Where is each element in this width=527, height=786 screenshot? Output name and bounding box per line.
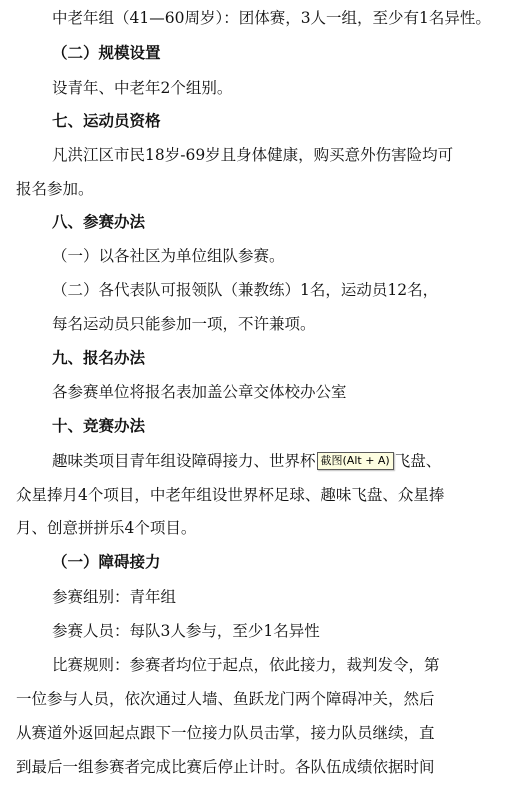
text-line: 设青年、中老年2个组别。 (52, 79, 233, 97)
text-line: 报名参加。 (16, 180, 94, 198)
section-heading: 十、竞赛办法 (52, 417, 146, 435)
text-line: 从赛道外返回起点跟下一位接力队员击掌，接力队员继续，直 (16, 724, 435, 742)
text-line: 比赛规则：参赛者均位于起点，依此接力，裁判发令，第 (52, 656, 440, 674)
text-line: 中老年组（41—60周岁）：团体赛，3人一组，至少有1名异性。 (52, 9, 491, 27)
text-line: 凡洪江区市民18岁-69岁且身体健康，购买意外伤害险均可 (52, 146, 454, 164)
section-heading: 八、参赛办法 (52, 213, 146, 231)
text-line: 月、创意拼拼乐4个项目。 (16, 519, 197, 537)
text-line: 到最后一组参赛者完成比赛后停止计时。各队伍成绩依据时间 (16, 758, 435, 776)
section-heading: 七、运动员资格 (52, 112, 161, 130)
text-line: 每名运动员只能参加一项，不许兼项。 (52, 315, 316, 333)
text-line: 参赛组别：青年组 (52, 588, 177, 606)
text-segment: 趣味类项目青年组设障碍接力、世界杯 (52, 452, 316, 470)
screenshot-tooltip: 截图(Alt + A) (317, 452, 394, 470)
text-line: 众星捧月4个项目，中老年组设世界杯足球、趣味飞盘、众星捧 (16, 486, 445, 504)
text-line (52, 451, 441, 471)
section-heading: （二）规模设置 (52, 44, 161, 62)
section-heading: （一）障碍接力 (52, 553, 161, 571)
text-line: 各参赛单位将报名表加盖公章交体校办公室 (52, 383, 347, 401)
text-line: （二）各代表队可报领队（兼教练）1名，运动员12名， (52, 281, 439, 299)
section-heading: 九、报名办法 (52, 349, 146, 367)
text-line: 一位参与人员，依次通过人墙、鱼跃龙门两个障碍冲关，然后 (16, 690, 435, 708)
text-line: （一）以各社区为单位组队参赛。 (52, 247, 285, 265)
text-line: 参赛人员：每队3人参与，至少1名异性 (52, 622, 320, 640)
text-segment: 飞盘、 (394, 452, 442, 470)
